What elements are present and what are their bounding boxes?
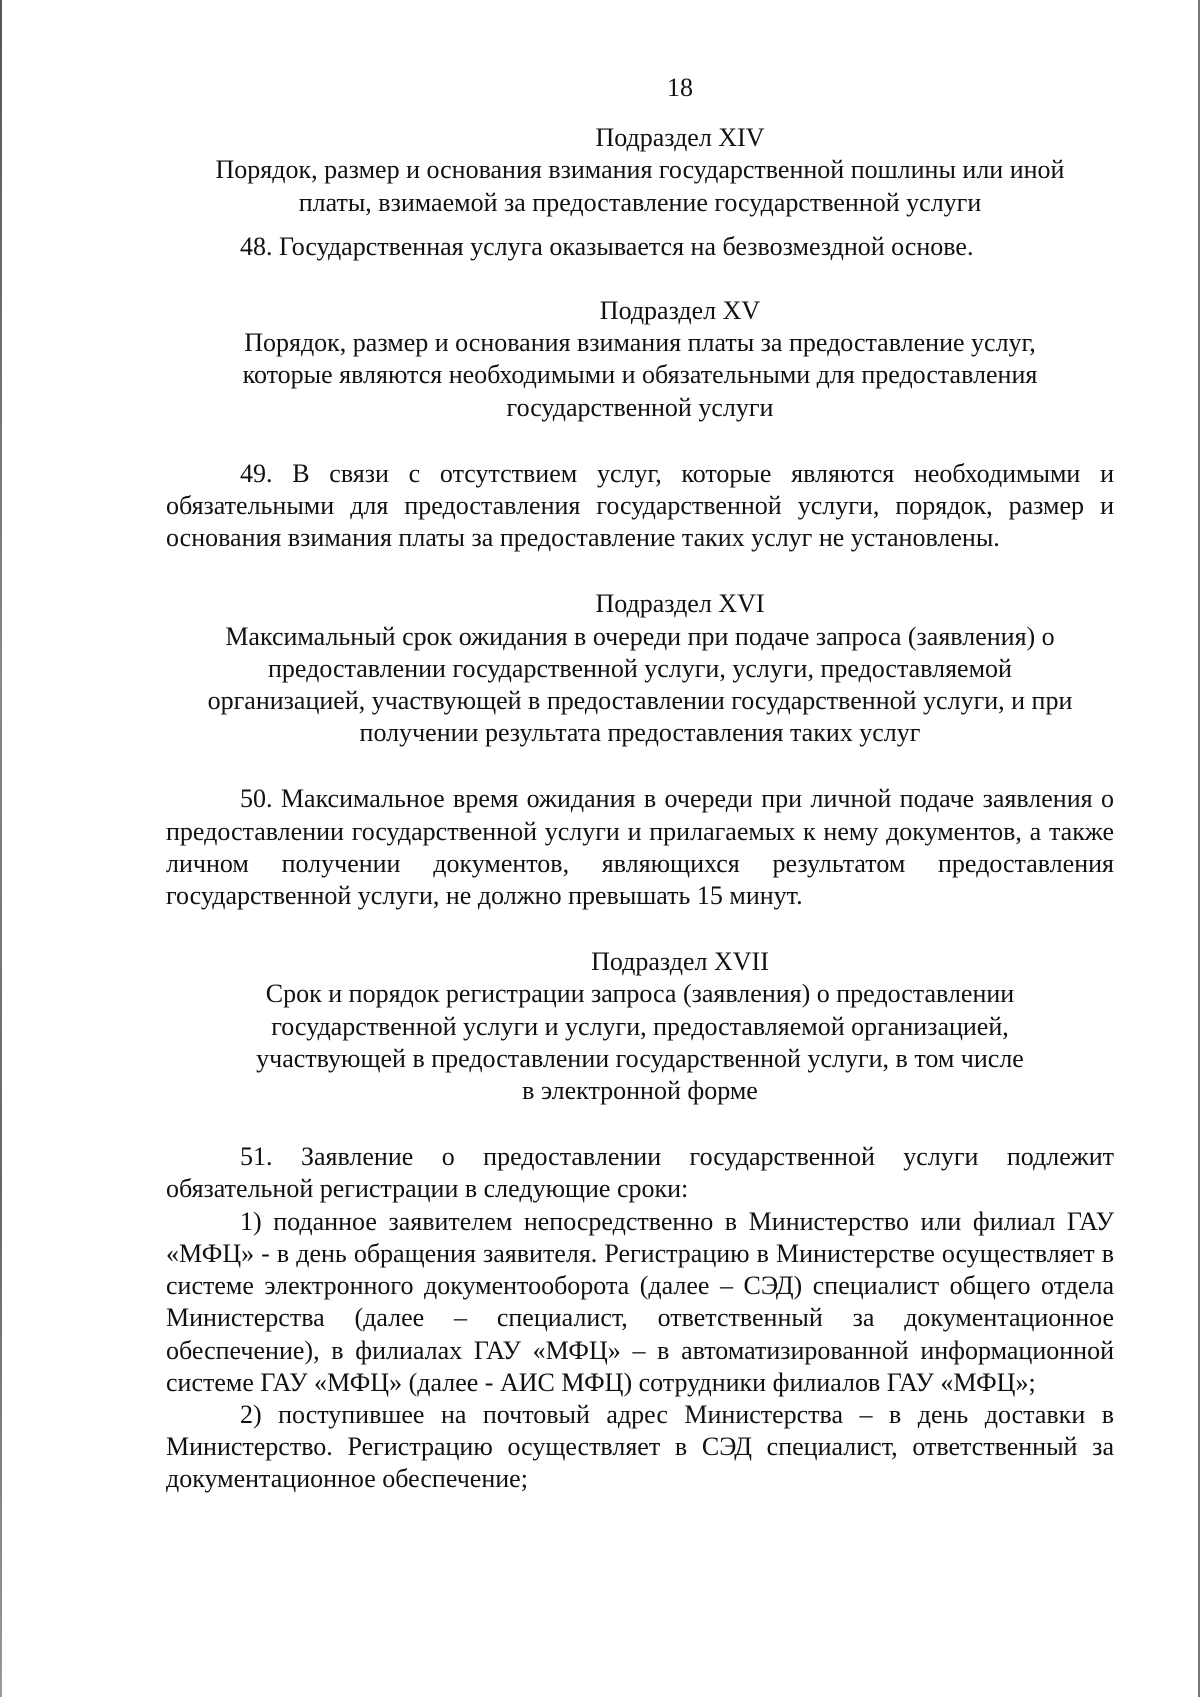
page-number: 18 [667,73,693,102]
list-item-2: 2) поступившее на почтовый адрес Министерства – в день доставки в Министерство. Регистрацию осуществляет в СЭД специалист, ответственный за документационное обеспечение; [166,1399,1114,1494]
subsection-title-line: Срок и порядок регистрации запроса (заявления) о предоставлении [265,979,1015,1009]
list-item-1: 1) поданное заявителем непосредственно в Министерство или филиал ГАУ «МФЦ» - в день обращения заявителя. Регистрацию в Министерстве осуществляет в системе электронного документооборота (далее – СЭД) специалист общего отдела Министерства (далее – специалист, ответственный за документационное обеспечение), в филиалах ГАУ «МФЦ» – в автоматизированной информационной системе ГАУ «МФЦ» (далее - АИС МФЦ) сотрудники филиалов ГАУ «МФЦ»; [166,1206,1114,1397]
subsection-title-line: в электронной форме [522,1076,758,1106]
scan-edge-left [0,0,2,1697]
subsection-label: Подраздел XVI [595,589,765,619]
subsection-xvii [166,946,1114,1107]
subsection-xv [166,295,1114,424]
subsection-title-line: предоставлении государственной услуги, услуги, предоставляемой [268,653,1012,683]
subsection-title-line: Максимальный срок ожидания в очереди при подаче запроса (заявления) о [225,621,1055,651]
subsection-title-line: Порядок, размер и основания взимания государственной пошлины или иной [215,155,1065,185]
subsection-xiv [166,122,1114,219]
paragraph-48: 48. Государственная услуга оказывается на безвозмездной основе. [240,231,974,261]
subsection-title-line: участвующей в предоставлении государственной услуги, в том числе [256,1043,1024,1073]
subsection-xvi [166,588,1114,749]
paragraph-50: 50. Максимальное время ожидания в очереди при личной подаче заявления о предоставлении государственной услуги и прилагаемых к нему документов, а также личном получении документов, являющихся результатом предоставления государственной услуги, не должно превышать 15 минут. [166,784,1114,911]
document-page [166,72,1114,1496]
subsection-title-line: Порядок, размер и основания взимания платы за предоставление услуг, [244,328,1036,358]
paragraph-49: 49. В связи с отсутствием услуг, которые являются необходимыми и обязательными для предоставления государственной услуги, порядок, размер и основания взимания платы за предоставление таких услуг не установлены. [166,458,1114,553]
subsection-title-line: получении результата предоставления таких услуг [359,718,921,748]
subsection-label: Подраздел XVII [591,947,769,977]
subsection-title-line: организацией, участвующей в предоставлении государственной услуги, и при [207,686,1073,716]
subsection-title-line: платы, взимаемой за предоставление государственной услуги [298,187,982,217]
subsection-label: Подраздел XV [599,296,761,326]
subsection-label: Подраздел XIV [595,123,765,153]
subsection-title-line: которые являются необходимыми и обязательными для предоставления [242,360,1038,390]
subsection-title-line: государственной услуги [506,392,774,422]
subsection-title-line: государственной услуги и услуги, предоставляемой организацией, [271,1011,1009,1041]
paragraph-51: 51. Заявление о предоставлении государственной услуги подлежит обязательной регистрации в следующие сроки: [166,1142,1114,1204]
